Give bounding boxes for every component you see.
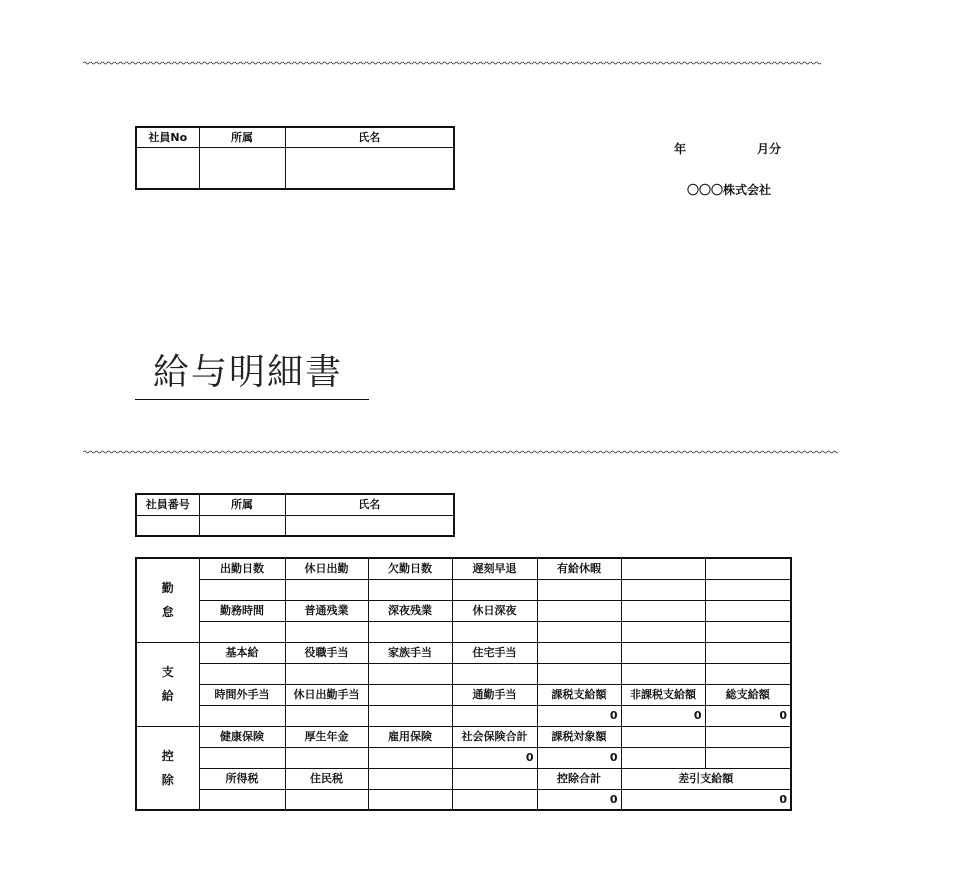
label-taxable-amount: 課税対象額 — [537, 726, 621, 747]
label-taxable-payment: 課税支給額 — [537, 684, 621, 705]
label-resident-tax: 住民税 — [285, 768, 368, 789]
empty-cell — [705, 558, 791, 579]
label-base-salary: 基本給 — [199, 642, 285, 663]
group-payment-char-2: 給 — [161, 689, 174, 703]
empty-cell — [368, 684, 452, 705]
value-deduction-total: 0 — [537, 789, 621, 810]
value-taxable-amount: 0 — [537, 747, 621, 768]
value-social-insurance-total: 0 — [452, 747, 537, 768]
label-net-payment: 差引支給額 — [621, 768, 791, 789]
name-value — [285, 515, 454, 536]
label-holiday-work: 休日出勤 — [285, 558, 368, 579]
label-income-tax: 所得税 — [199, 768, 285, 789]
value-nontaxable-payment: 0 — [621, 705, 705, 726]
label-work-days: 出勤日数 — [199, 558, 285, 579]
label-pension: 厚生年金 — [285, 726, 368, 747]
employee-no-value — [136, 147, 199, 189]
wavy-separator-middle — [83, 450, 838, 454]
header-employee-no: 社員No — [136, 127, 199, 147]
label-position-allowance: 役職手当 — [285, 642, 368, 663]
group-deduction-char-2: 除 — [161, 772, 174, 787]
label-holiday-work-allowance: 休日出勤手当 — [285, 684, 368, 705]
group-attendance — [136, 558, 199, 642]
label-employment-insurance: 雇用保険 — [368, 726, 452, 747]
group-payment-char-1: 支 — [161, 665, 174, 679]
label-late-early: 遅刻早退 — [452, 558, 537, 579]
company-name: 〇〇〇株式会社 — [687, 183, 772, 197]
label-family-allowance: 家族手当 — [368, 642, 452, 663]
department-value — [199, 515, 285, 536]
label-regular-overtime: 普通残業 — [285, 600, 368, 621]
group-deduction — [136, 726, 199, 810]
label-deduction-total: 控除合計 — [537, 768, 621, 789]
label-paid-leave: 有給休暇 — [537, 558, 621, 579]
wavy-separator-top — [83, 61, 838, 65]
header-name: 氏名 — [285, 494, 454, 515]
group-attendance-char-2: 怠 — [161, 605, 174, 620]
department-value — [199, 147, 285, 189]
top-employee-id-table — [135, 126, 455, 190]
label-overtime-allowance: 時間外手当 — [199, 684, 285, 705]
label-night-overtime: 深夜残業 — [368, 600, 452, 621]
header-department: 所属 — [199, 494, 285, 515]
value-total-payment: 0 — [705, 705, 791, 726]
label-absence-days: 欠勤日数 — [368, 558, 452, 579]
year-label: 年 — [674, 142, 687, 156]
payslip-main-table — [135, 557, 792, 811]
header-employee-number: 社員番号 — [136, 494, 199, 515]
label-commute-allowance: 通勤手当 — [452, 684, 537, 705]
label-housing-allowance: 住宅手当 — [452, 642, 537, 663]
label-total-payment: 総支給額 — [705, 684, 791, 705]
name-value — [285, 147, 454, 189]
title-underline — [135, 399, 369, 400]
group-payment — [136, 642, 199, 726]
label-social-insurance-total: 社会保険合計 — [452, 726, 537, 747]
bottom-employee-id-table — [135, 493, 455, 537]
page-title: 給与明細書 — [153, 352, 344, 393]
header-name: 氏名 — [285, 127, 454, 147]
empty-cell — [621, 558, 705, 579]
group-attendance-char-1: 勤 — [161, 581, 174, 596]
month-label: 月分 — [757, 142, 782, 156]
label-health-insurance: 健康保険 — [199, 726, 285, 747]
value-net-payment: 0 — [621, 789, 791, 810]
label-work-hours: 勤務時間 — [199, 600, 285, 621]
label-holiday-night: 休日深夜 — [452, 600, 537, 621]
group-deduction-char-1: 控 — [161, 748, 174, 763]
value-taxable-payment: 0 — [537, 705, 621, 726]
label-nontaxable-payment: 非課税支給額 — [621, 684, 705, 705]
header-department: 所属 — [199, 127, 285, 147]
employee-number-value — [136, 515, 199, 536]
